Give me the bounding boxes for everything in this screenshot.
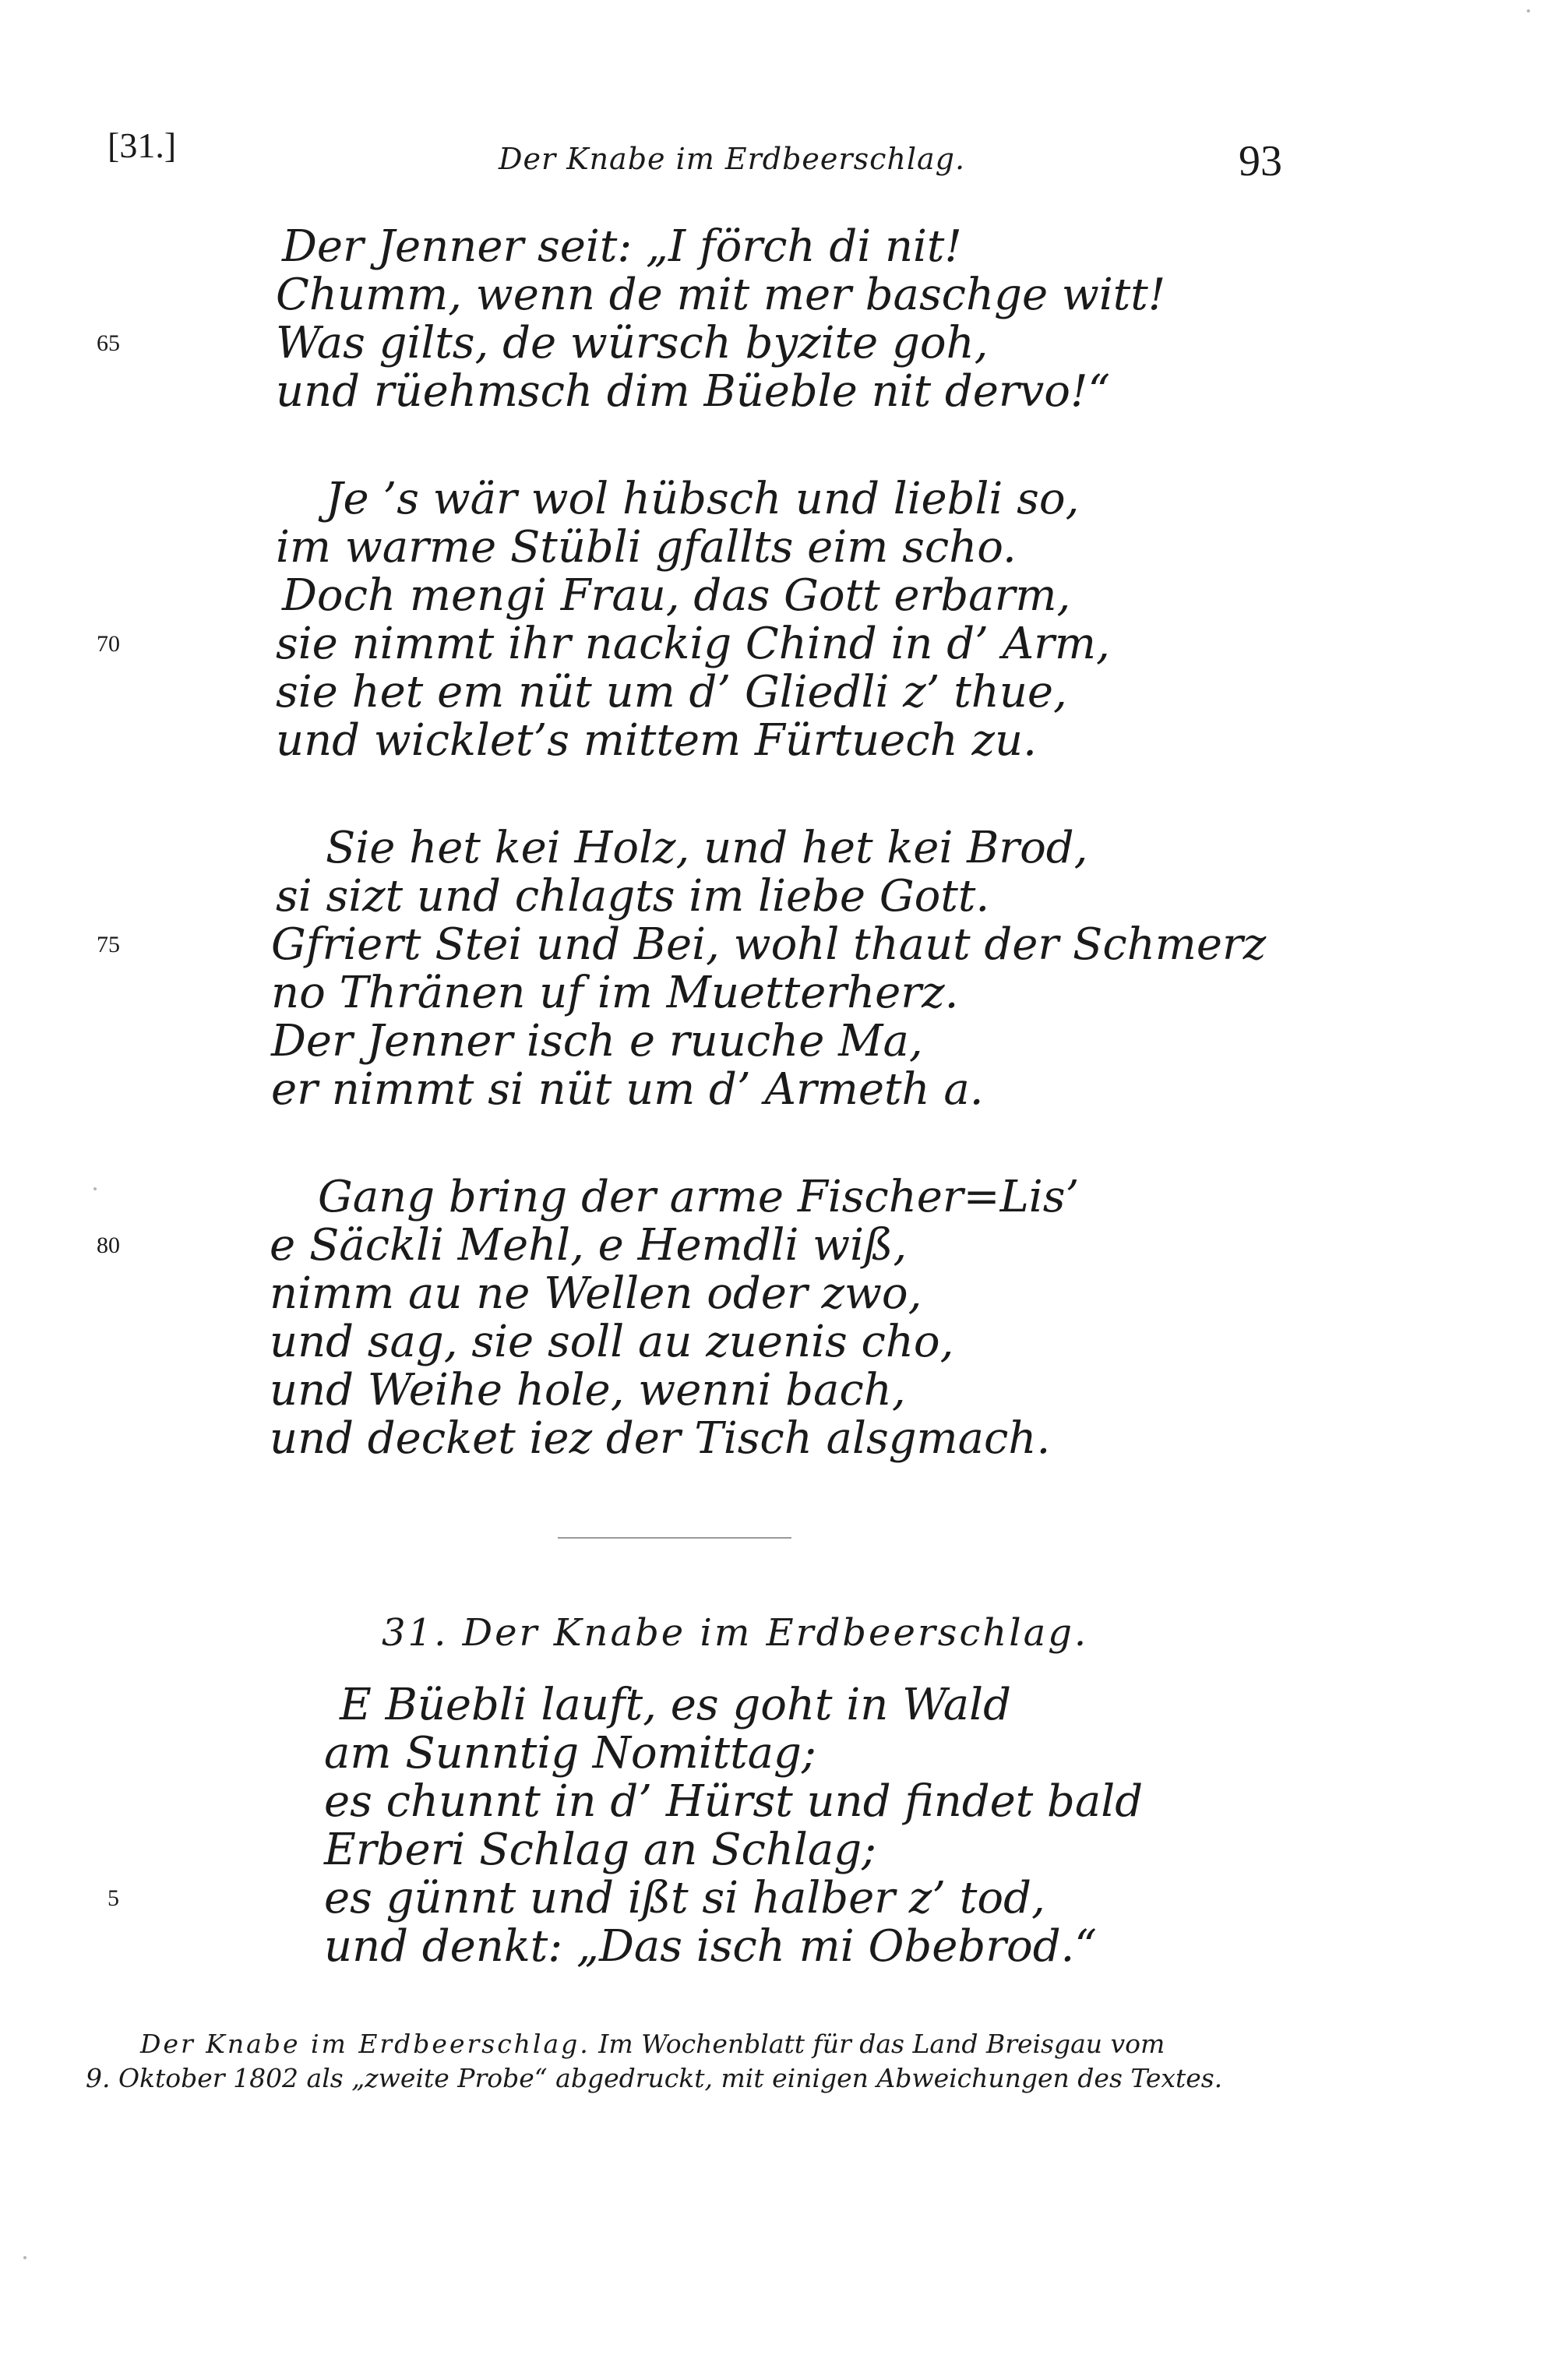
header-number: [31.] (108, 125, 177, 165)
verse-line: Gfriert Stei und Bei, wohl thaut der Schmerz (271, 919, 1267, 970)
line-number: 75 (97, 932, 120, 957)
verse-line: es chunnt in d’ Hürst und findet bald (324, 1776, 1144, 1827)
verse-line: Je ’s wär wol hübsch und liebli so, (326, 474, 1080, 524)
footnote-title: Der Knabe im Erdbeerschlag. (140, 2029, 590, 2059)
verse-line: und rüehmsch dim Büeble nit dervo!“ (276, 366, 1111, 417)
line-number: 5 (108, 1885, 119, 1911)
verse-line: im warme Stübli gfallts eim scho. (276, 522, 1017, 573)
verse-line: am Sunntig Nomittag; (324, 1728, 816, 1779)
verse-line: er nimmt si nüt um d’ Armeth a. (271, 1064, 984, 1115)
verse-line: es günnt und ißt si halber z’ tod, (324, 1873, 1045, 1923)
verse-line: sie het em nüt um d’ Gliedli z’ thue, (276, 667, 1067, 718)
verse-line: und decket iez der Tisch alsgmach. (270, 1413, 1051, 1464)
header-title: Der Knabe im Erdbeerschlag. (499, 142, 966, 176)
verse-line: und sag, sie soll au zuenis cho, (270, 1317, 954, 1367)
verse-line: und Weihe hole, wenni bach, (270, 1365, 906, 1416)
verse-line: Der Jenner seit: „I förch di nit! (282, 221, 962, 272)
scan-speck (23, 2256, 26, 2259)
verse-line: Gang bring der arme Fischer=Lis’ (318, 1172, 1080, 1222)
verse-line: e Säckli Mehl, e Hemdli wiß, (270, 1220, 908, 1271)
poem-title: 31. Der Knabe im Erdbeerschlag. (382, 1611, 1089, 1655)
section-divider (558, 1537, 791, 1539)
line-number: 70 (97, 631, 120, 657)
verse-line: Was gilts, de würsch byzite goh, (276, 318, 989, 368)
footnote-line-1 (140, 2029, 1165, 2060)
line-number: 80 (97, 1232, 120, 1258)
footnote-text: Im Wochenblatt für das Land Breisgau vom (598, 2029, 1165, 2059)
footnote-line-2: 9. Oktober 1802 als „zweite Probe“ abgedruckt, mit einigen Abweichungen des Textes. (86, 2063, 1223, 2093)
verse-line: und denkt: „Das isch mi Obebrod.“ (324, 1921, 1097, 1972)
verse-line: Der Jenner isch e ruuche Ma, (271, 1016, 923, 1067)
scan-speck (1527, 9, 1530, 12)
scan-speck (93, 1187, 97, 1190)
verse-line: si sizt und chlagts im liebe Gott. (276, 871, 990, 922)
verse-line: und wicklet’s mittem Fürtuech zu. (276, 715, 1037, 766)
verse-line: Sie het kei Holz, und het kei Brod, (326, 823, 1088, 873)
verse-line: Chumm, wenn de mit mer baschge witt! (276, 270, 1166, 320)
verse-line: Doch mengi Frau, das Gott erbarm, (282, 570, 1071, 621)
verse-line: no Thränen uf im Muetterherz. (271, 968, 959, 1018)
verse-line: Erberi Schlag an Schlag; (324, 1825, 876, 1875)
verse-line: nimm au ne Wellen oder zwo, (270, 1268, 922, 1319)
verse-line: sie nimmt ihr nackig Chind in d’ Arm, (276, 619, 1110, 669)
line-number: 65 (97, 330, 120, 356)
verse-line: E Büebli lauft, es goht in Wald (340, 1680, 1011, 1730)
page-number: 93 (1239, 137, 1282, 185)
